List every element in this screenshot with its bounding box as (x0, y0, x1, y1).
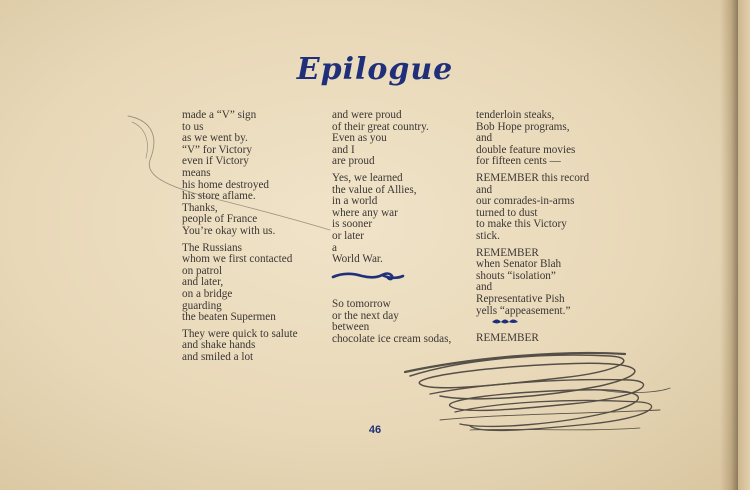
poem-line: tenderloin steaks, (476, 109, 555, 121)
bead-ornament-icon (490, 316, 520, 326)
stanza-3 (182, 329, 298, 364)
poem-line: on patrol (182, 264, 223, 277)
stanza-1 (476, 110, 589, 168)
poem-line: for fifteen cents — (476, 155, 561, 168)
poem-line: Representative Pish (476, 292, 565, 305)
stanza-1 (332, 110, 429, 168)
poem-line: They were quick to salute (182, 327, 298, 340)
stanza-2 (332, 173, 429, 266)
poem-line: is sooner (332, 218, 373, 231)
poem-line: the beaten Supermen (182, 311, 276, 324)
poem-line: REMEMBER (476, 332, 539, 344)
poem-line: You’re okay with us. (182, 224, 276, 237)
wave-ornament-icon (330, 268, 406, 284)
poem-line: or later (332, 229, 364, 242)
poem-line: his store aflame. (182, 190, 256, 203)
poem-column-2-lower (332, 299, 451, 350)
poem-line: his home destroyed (182, 178, 269, 191)
poem-line: Thanks, (182, 201, 218, 214)
poem-line: when Senator Blah (476, 258, 562, 271)
poem-line: to make this Victory (476, 218, 567, 231)
poem-line: Even as you (332, 132, 387, 145)
page-title: Epilogue (296, 52, 454, 87)
poem-line: So tomorrow (332, 298, 391, 310)
poem-line: a (332, 241, 337, 254)
poem-line: people of France (182, 213, 258, 226)
poem-line: Yes, we learned (332, 171, 403, 184)
stanza-2 (476, 173, 589, 243)
poem-column-2 (332, 110, 429, 271)
poem-line: REMEMBER this record (476, 171, 590, 184)
poem-line: The Russians (182, 241, 242, 254)
poem-line: yells “appeasement.” (476, 304, 571, 317)
poem-line: between (332, 321, 370, 334)
poem-line: in a world (332, 195, 378, 208)
poem-line: chocolate ice cream sodas, (332, 332, 452, 345)
poem-line: are proud (332, 155, 375, 168)
stanza-3 (476, 248, 589, 318)
poem-line: turned to dust (476, 206, 538, 219)
poem-line: whom we first contacted (182, 253, 293, 266)
poem-line: to us (182, 120, 204, 133)
poem-column-3-lower (476, 333, 539, 350)
poem-line: of their great country. (332, 120, 429, 133)
poem-line: on a bridge (182, 287, 233, 300)
page-number: 46 (368, 424, 382, 436)
poem-line: and were proud (332, 109, 402, 121)
poem-line: and smiled a lot (182, 350, 254, 363)
poem-line: double feature movies (476, 143, 576, 156)
poem-column-3 (476, 110, 589, 322)
poem-line: Bob Hope programs, (476, 120, 570, 133)
poem-line: and (476, 281, 493, 294)
poem-line: our comrades-in-arms (476, 195, 575, 208)
poem-line: World War. (332, 253, 383, 266)
poem-line: and I (332, 143, 355, 156)
poem-line: REMEMBER (476, 246, 539, 259)
poem-line: and (476, 183, 493, 196)
poem-line: and shake hands (182, 339, 256, 352)
poem-line: and later, (182, 276, 224, 289)
poem-line: even if Victory (182, 155, 249, 168)
poem-line: stick. (476, 229, 500, 242)
stanza-1 (182, 110, 298, 238)
poem-line: where any war (332, 206, 398, 219)
poem-line: as we went by. (182, 132, 248, 145)
poem-line: guarding (182, 299, 222, 312)
poem-line: the value of Allies, (332, 183, 417, 196)
poem-line: means (182, 166, 211, 179)
stanza-2 (182, 243, 298, 324)
poem-line: and (476, 132, 493, 145)
poem-line: made a “V” sign (182, 109, 257, 121)
poem-line: shouts “isolation” (476, 269, 556, 282)
stanza-3 (332, 299, 451, 345)
poem-column-1 (182, 110, 298, 368)
poem-line: or the next day (332, 309, 399, 322)
stanza-4 (476, 333, 539, 345)
poem-line: “V” for Victory (182, 143, 252, 156)
